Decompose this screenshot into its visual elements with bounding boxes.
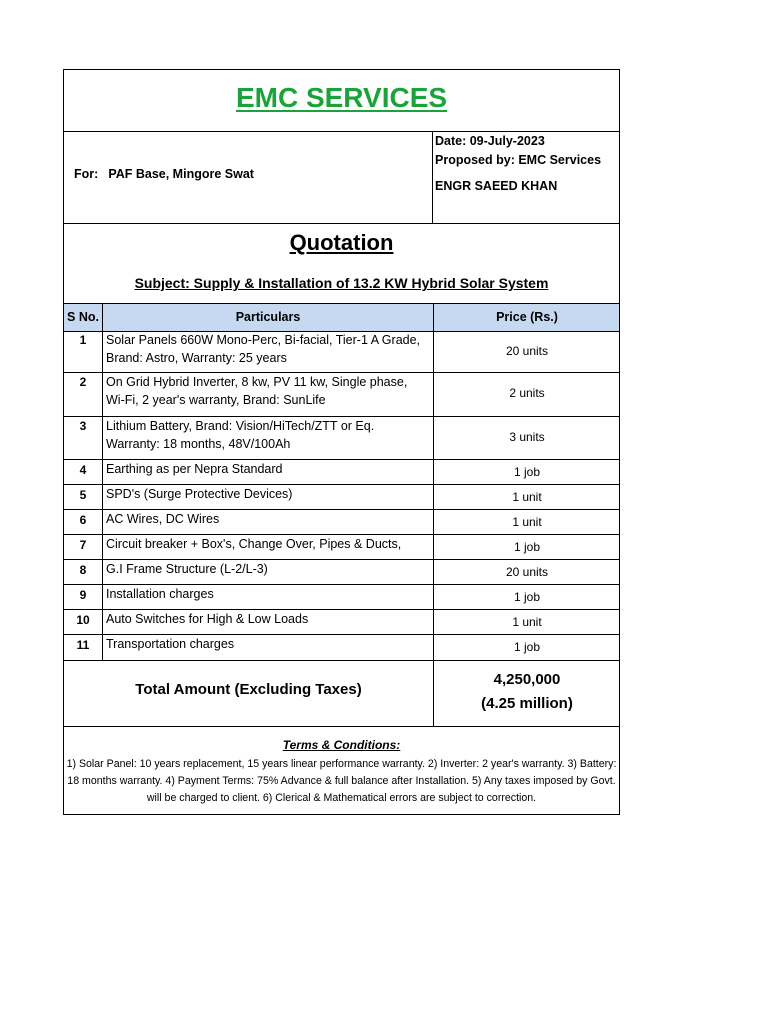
row-particulars: Solar Panels 660W Mono-Perc, Bi-facial, Tier-1 A Grade, (106, 333, 421, 347)
terms-title: Terms & Conditions: (282, 738, 401, 752)
row-price: 1 job (513, 590, 541, 604)
header-particulars: Particulars (235, 310, 301, 324)
row-sno: 8 (79, 563, 87, 577)
row-sno: 10 (76, 613, 90, 627)
row-sno: 9 (79, 588, 87, 602)
divider (64, 131, 619, 132)
row-price: 1 unit (512, 490, 542, 504)
quote-date: Date: 09-July-2023 (435, 134, 545, 148)
total-amount-words: (4.25 million) (481, 695, 573, 712)
row-sno: 4 (79, 463, 87, 477)
divider (432, 131, 433, 223)
row-particulars: Transportation charges (106, 637, 235, 651)
row-price: 20 units (505, 565, 549, 579)
row-sno: 6 (79, 513, 87, 527)
row-divider (64, 459, 619, 460)
row-price: 2 units (509, 386, 545, 400)
row-particulars: Installation charges (106, 587, 214, 601)
table-row (106, 374, 428, 409)
row-particulars: AC Wires, DC Wires (106, 512, 220, 526)
row-price: 1 unit (512, 515, 542, 529)
client-label: For: (74, 167, 99, 181)
divider (64, 726, 619, 727)
row-divider (64, 609, 619, 610)
terms-text: 1) Solar Panel: 10 years replacement, 15 years linear performance warranty. 2) Inverter: 2 year's warranty. 3) Battery: 18 months warranty. 4) Payment Terms: 75% Advance & full balance after Installation. 5) Any taxes imposed by Govt. will be charged to client. 6) Clerical & Mathematical errors are subject to correction. (66, 758, 617, 804)
proposed-by: Proposed by: EMC Services (435, 153, 602, 167)
row-sno: 1 (79, 333, 87, 347)
row-price: 3 units (509, 430, 545, 444)
client-value: PAF Base, Mingore Swat (108, 167, 254, 181)
row-sno: 7 (79, 538, 87, 552)
row-particulars: Brand: Astro, Warranty: 25 years (106, 350, 287, 365)
row-particulars: Earthing as per Nepra Standard (106, 462, 283, 476)
row-price: 1 job (513, 640, 541, 654)
row-sno: 5 (79, 488, 87, 502)
row-particulars: Auto Switches for High & Low Loads (106, 612, 309, 626)
header-price: Price (Rs.) (496, 310, 558, 324)
row-divider (64, 416, 619, 417)
row-divider (64, 584, 619, 585)
row-particulars: Lithium Battery, Brand: Vision/HiTech/ZTT or Eq. (106, 419, 375, 433)
client-line (74, 167, 254, 181)
table-row (106, 332, 428, 367)
row-divider (64, 372, 619, 373)
column-divider (102, 303, 103, 660)
company-name: EMC SERVICES (235, 82, 448, 113)
row-divider (64, 484, 619, 485)
row-divider (64, 559, 619, 560)
document-title: Quotation (289, 230, 394, 255)
subject-line: Subject: Supply & Installation of 13.2 KW Hybrid Solar System (134, 275, 549, 291)
row-price: 1 job (513, 465, 541, 479)
row-particulars: On Grid Hybrid Inverter, 8 kw, PV 11 kw, Single phase, (106, 375, 408, 389)
row-divider (64, 660, 619, 661)
row-particulars: SPD's (Surge Protective Devices) (106, 487, 293, 501)
row-divider (64, 534, 619, 535)
table-row (106, 418, 428, 453)
divider (64, 223, 619, 224)
row-divider (64, 509, 619, 510)
row-price: 1 unit (512, 615, 542, 629)
row-particulars: G.I Frame Structure (L-2/L-3) (106, 562, 268, 576)
row-price: 20 units (505, 344, 549, 358)
row-sno: 11 (76, 638, 90, 652)
row-sno: 3 (79, 419, 87, 433)
row-particulars: Warranty: 18 months, 48V/100Ah (106, 436, 291, 451)
row-particulars: Circuit breaker + Box's, Change Over, Pipes & Ducts, (106, 537, 402, 551)
header-sno: S No. (67, 310, 99, 324)
total-label: Total Amount (Excluding Taxes) (135, 681, 362, 698)
row-particulars: Wi-Fi, 2 year's warranty, Brand: SunLife (106, 392, 326, 407)
row-divider (64, 634, 619, 635)
quotation-sheet (63, 69, 620, 815)
row-price: 1 job (513, 540, 541, 554)
row-sno: 2 (79, 375, 87, 389)
engineer-name: ENGR SAEED KHAN (435, 179, 558, 193)
total-amount: 4,250,000 (493, 671, 561, 688)
